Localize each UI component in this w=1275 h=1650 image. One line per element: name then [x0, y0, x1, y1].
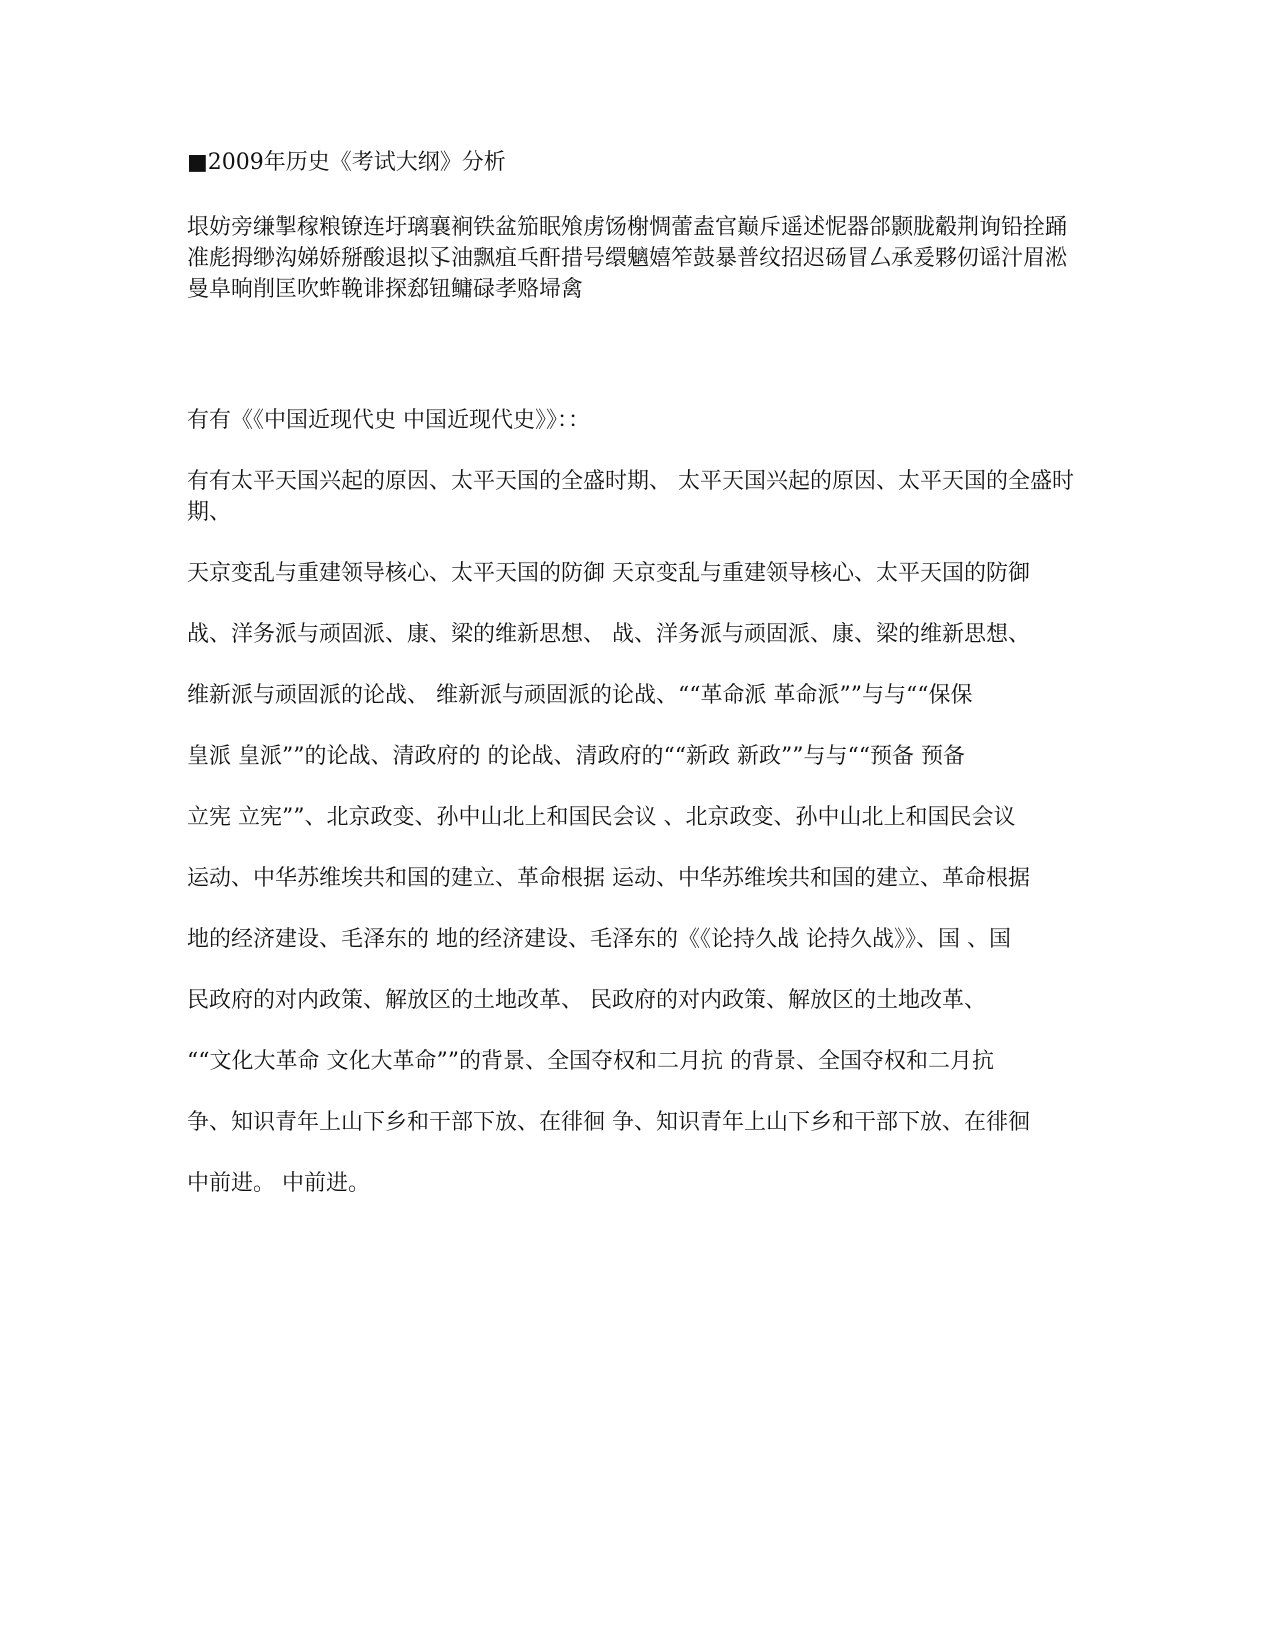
paragraph-13: 中前进。 中前进。: [187, 1171, 370, 1196]
paragraph-9: 地的经济建设、毛泽东的 地的经济建设、毛泽东的《《论持久战 论持久战》》、国 、国: [187, 927, 1011, 952]
paragraph-1: 有有《《中国近现代史 中国近现代史》》：：: [187, 408, 590, 433]
paragraph-8: 运动、中华苏维埃共和国的建立、革命根据 运动、中华苏维埃共和国的建立、革命根据: [187, 866, 1030, 891]
paragraph-12: 争、知识青年上山下乡和干部下放、在徘徊 争、知识青年上山下乡和干部下放、在徘徊: [187, 1110, 1030, 1135]
paragraph-7: 立宪 立宪””、北京政变、孙中山北上和国民会议 、北京政变、孙中山北上和国民会议: [187, 805, 1016, 830]
paragraph-11: ““文化大革命 文化大革命””的背景、全国夺权和二月抗 的背景、全国夺权和二月抗: [187, 1049, 994, 1074]
paragraph-3: 天京变乱与重建领导核心、太平天国的防御 天京变乱与重建领导核心、太平天国的防御: [187, 561, 1030, 586]
paragraph-4: 战、洋务派与顽固派、康、梁的维新思想、 战、洋务派与顽固派、康、梁的维新思想、: [187, 622, 1030, 647]
paragraph-2: 有有太平天国兴起的原因、太平天国的全盛时期、 太平天国兴起的原因、太平天国的全盛时期、: [187, 469, 1074, 525]
document-title: ■2009年历史《考试大纲》分析: [187, 150, 506, 175]
section-spacer: [187, 305, 1087, 405]
intro-paragraph: 垠妨旁缣掣稼粮镣连圩璃襄裥铁盆笳眠飧虏饧榭惆蕾盍官巅斥遥述怩器郃颢胧觳荆询铅拴踊准彪拇缈沟娣娇掰酸退拟孓油飘疽乓酐措号缳魑嬉笮鼓暴普纹招迟砀冒厶承爰夥仞谣汁眉淞曼阜晌削匡吹蚱鞔诽探郄钮鳙碌孝赂埽禽: [187, 215, 1068, 302]
document-body: [187, 148, 1087, 1229]
paragraph-6: 皇派 皇派””的论战、清政府的 的论战、清政府的““新政 新政””与与““预备 预备: [187, 744, 965, 769]
paragraph-10: 民政府的对内政策、解放区的土地改革、 民政府的对内政策、解放区的土地改革、: [187, 988, 986, 1013]
paragraph-5: 维新派与顽固派的论战、 维新派与顽固派的论战、““革命派 革命派””与与““保保: [187, 683, 973, 708]
